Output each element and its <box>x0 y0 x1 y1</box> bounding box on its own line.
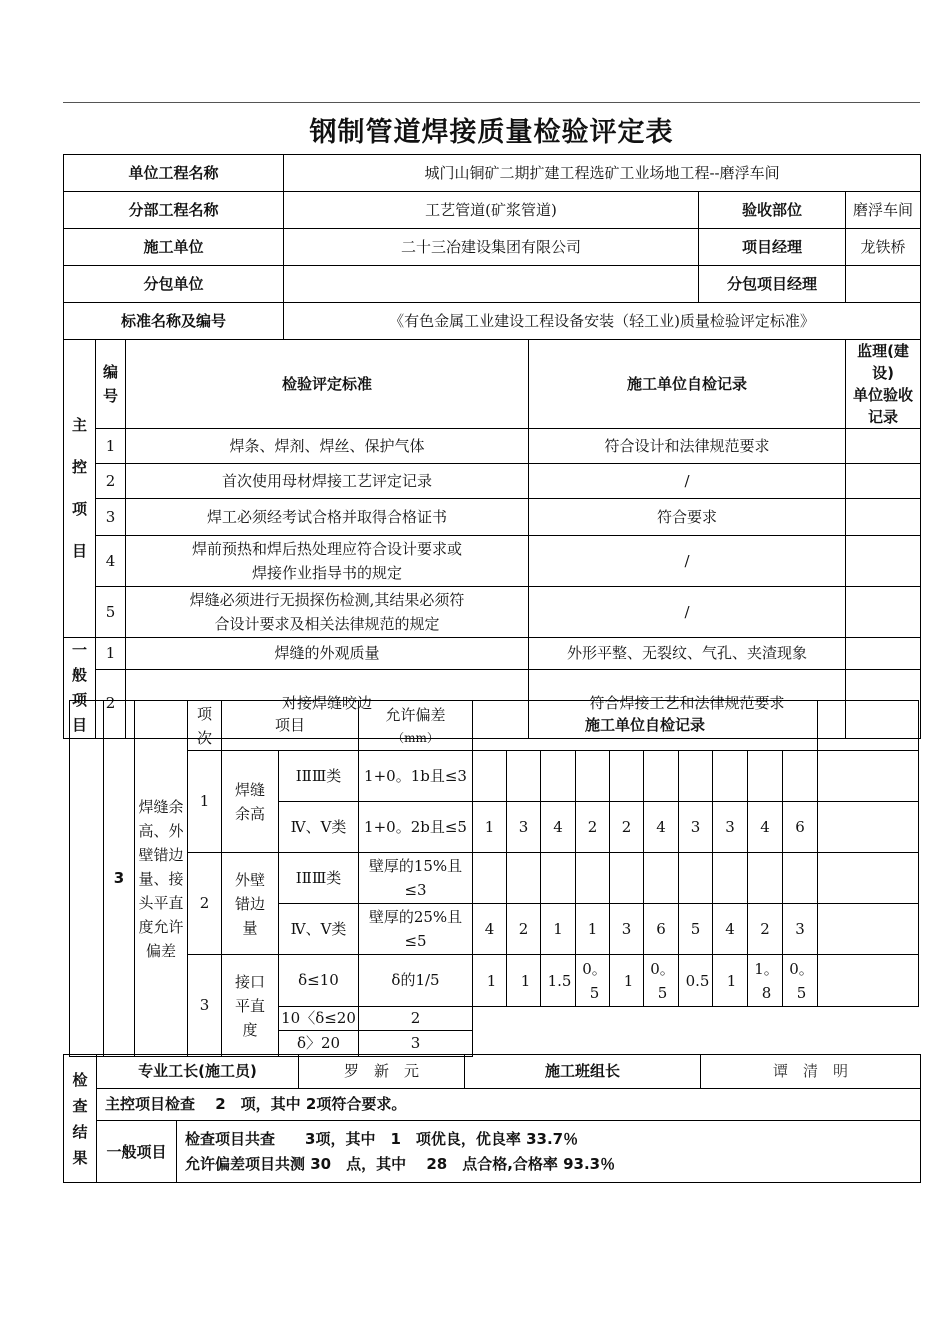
record-cell <box>507 1031 541 1057</box>
record-cell: 3 <box>783 904 818 955</box>
deviation-group-label: 焊缝余高、外壁错边量、接头平直度允许偏差 <box>135 701 188 1057</box>
group-no: 3 <box>188 955 222 1057</box>
main-form-table <box>63 154 921 739</box>
record-extra <box>818 955 919 1007</box>
page-title: 钢制管道焊接质量检验评定表 <box>309 117 674 148</box>
record-cell: 3 <box>507 802 541 853</box>
group-name: 焊缝余高 <box>222 751 279 853</box>
record-cell <box>507 751 541 802</box>
col-item-no-header: 项次 <box>188 701 222 751</box>
col-record-header: 施工单位自检记录 <box>473 701 818 751</box>
row-allow: δ的1/5 <box>359 955 473 1007</box>
row-class: ⅠⅡⅢ类 <box>279 853 359 904</box>
general-check-line: 检查项目共查 3项，其中 1 项优良，优良率 33.7％ <box>185 1129 579 1148</box>
record-cell <box>576 853 610 904</box>
foreman-value: 罗 新 元 <box>299 1055 465 1089</box>
record-cell <box>644 1031 679 1057</box>
row-class: Ⅳ、Ⅴ类 <box>279 802 359 853</box>
record-cell: 2 <box>507 904 541 955</box>
record-cell: 1。8 <box>748 955 783 1007</box>
record-cell <box>748 853 783 904</box>
record-cell <box>473 751 507 802</box>
record-cell: 4 <box>644 802 679 853</box>
row-allow: 3 <box>359 1031 473 1057</box>
record-cell <box>473 1031 507 1057</box>
record-cell: 2 <box>748 904 783 955</box>
record-cell: 1 <box>576 904 610 955</box>
main-control-section-label: 主 控 项 目 <box>64 340 96 638</box>
main-item-standard: 焊条、焊剂、焊丝、保护气体 <box>126 429 529 464</box>
general-item-standard: 焊缝的外观质量 <box>126 638 529 670</box>
record-cell <box>610 1031 644 1057</box>
general-item-no: 2 <box>96 669 126 738</box>
general-result-label: 一般项目 <box>97 1121 177 1183</box>
col-allow-header: 允许偏差 （mm） <box>359 701 473 751</box>
record-cell <box>644 751 679 802</box>
record-cell <box>748 1031 783 1057</box>
row-class: δ〉20 <box>279 1031 359 1057</box>
record-cell <box>541 751 576 802</box>
col-record-extra <box>818 701 919 751</box>
general-result-summary <box>177 1121 921 1183</box>
unit-project-value: 城门山铜矿二期扩建工程选矿工业场地工程--磨浮车间 <box>284 155 921 192</box>
general-item-record: 符合焊接工艺和法律规范要求 <box>529 669 846 738</box>
general-section-label: 一 般 项 目 <box>64 638 96 739</box>
group-name: 外壁错边量 <box>222 853 279 955</box>
record-cell <box>541 1007 576 1031</box>
record-cell <box>541 1031 576 1057</box>
main-item-no: 4 <box>96 536 126 587</box>
main-item-supervision <box>846 587 921 638</box>
main-item-record: 符合要求 <box>529 499 846 536</box>
unit-project-label: 单位工程名称 <box>64 155 284 192</box>
general-item-supervision <box>846 638 921 670</box>
acceptance-part-label: 验收部位 <box>699 192 846 229</box>
record-cell: 1.5 <box>541 955 576 1007</box>
deviation-check-line: 允许偏差项目共测 30 点，其中 28 点合格,合格率 93.3％ <box>185 1154 616 1173</box>
record-cell <box>679 1007 713 1031</box>
record-cell: 1 <box>473 802 507 853</box>
deviation-item-no: 3 <box>104 701 135 1057</box>
record-cell: 6 <box>783 802 818 853</box>
project-manager-label: 项目经理 <box>699 229 846 266</box>
main-item-supervision <box>846 429 921 464</box>
record-cell <box>783 1031 818 1057</box>
record-cell: 1 <box>713 955 748 1007</box>
record-cell <box>507 853 541 904</box>
main-item-record: 符合设计和法律规范要求 <box>529 429 846 464</box>
general-item-standard: 对接焊缝咬边 <box>126 669 529 738</box>
row-allow: 壁厚的25%且≤5 <box>359 904 473 955</box>
sub-project-value: 工艺管道(矿浆管道) <box>284 192 699 229</box>
record-cell <box>783 751 818 802</box>
row-allow: 1+0。2b且≤5 <box>359 802 473 853</box>
record-extra <box>818 802 919 853</box>
subcontract-manager-value <box>846 266 921 303</box>
main-item-record: / <box>529 464 846 499</box>
general-item-record: 外形平整、无裂纹、气孔、夹渣现象 <box>529 638 846 670</box>
construction-unit-value: 二十三冶建设集团有限公司 <box>284 229 699 266</box>
record-cell <box>713 853 748 904</box>
record-cell: 1 <box>507 955 541 1007</box>
record-cell <box>507 1007 541 1031</box>
record-cell: 1 <box>541 904 576 955</box>
record-cell <box>713 1007 748 1031</box>
record-cell <box>541 853 576 904</box>
row-class: 10〈δ≤20 <box>279 1007 359 1031</box>
record-cell <box>713 1031 748 1057</box>
record-cell <box>576 1031 610 1057</box>
record-cell: 4 <box>541 802 576 853</box>
standard-value: 《有色金属工业建设工程设备安装（轻工业)质量检验评定标准》 <box>284 303 921 340</box>
record-cell <box>576 751 610 802</box>
record-cell <box>748 751 783 802</box>
record-cell: 3 <box>610 904 644 955</box>
result-section-label: 检 查 结 果 <box>64 1055 97 1183</box>
record-cell <box>473 1007 507 1031</box>
record-cell: 0。5 <box>576 955 610 1007</box>
record-cell <box>679 1031 713 1057</box>
construction-unit-label: 施工单位 <box>64 229 284 266</box>
record-cell <box>713 751 748 802</box>
top-rule <box>63 102 920 103</box>
main-item-supervision <box>846 464 921 499</box>
col-self-check-header: 施工单位自检记录 <box>529 340 846 429</box>
subcontract-unit-value <box>284 266 699 303</box>
foreman-label: 专业工长(施工员) <box>97 1055 299 1089</box>
record-cell: 5 <box>679 904 713 955</box>
team-leader-value: 谭 清 明 <box>701 1055 921 1089</box>
col-standard-header: 检验评定标准 <box>126 340 529 429</box>
standard-label: 标准名称及编号 <box>64 303 284 340</box>
record-cell <box>473 853 507 904</box>
record-cell <box>610 1007 644 1031</box>
row-allow: 壁厚的15%且≤3 <box>359 853 473 904</box>
record-cell: 1 <box>473 955 507 1007</box>
record-cell <box>576 1007 610 1031</box>
row-allow: 1+0。1b且≤3 <box>359 751 473 802</box>
record-cell: 0。5 <box>783 955 818 1007</box>
subcontract-manager-label: 分包项目经理 <box>699 266 846 303</box>
main-item-standard: 焊前预热和焊后热处理应符合设计要求或 焊接作业指导书的规定 <box>126 536 529 587</box>
record-cell: 3 <box>679 802 713 853</box>
col-item-header: 项目 <box>222 701 359 751</box>
team-leader-label: 施工班组长 <box>465 1055 701 1089</box>
deviation-table <box>69 700 919 1057</box>
row-class: Ⅳ、Ⅴ类 <box>279 904 359 955</box>
record-cell <box>783 853 818 904</box>
project-manager-value: 龙铁桥 <box>846 229 921 266</box>
record-cell <box>610 853 644 904</box>
record-cell <box>783 1007 818 1031</box>
group-name: 接口平直度 <box>222 955 279 1057</box>
row-allow: 2 <box>359 1007 473 1031</box>
record-extra <box>818 904 919 955</box>
sub-project-label: 分部工程名称 <box>64 192 284 229</box>
record-cell: 2 <box>610 802 644 853</box>
main-item-no: 1 <box>96 429 126 464</box>
record-extra <box>818 1031 919 1057</box>
record-extra <box>818 853 919 904</box>
col-number-header: 编号 <box>96 340 126 429</box>
subcontract-unit-label: 分包单位 <box>64 266 284 303</box>
record-cell: 4 <box>713 904 748 955</box>
main-item-record: / <box>529 587 846 638</box>
record-cell: 3 <box>713 802 748 853</box>
record-cell <box>644 853 679 904</box>
main-item-standard: 首次使用母材焊接工艺评定记录 <box>126 464 529 499</box>
result-table <box>63 1054 921 1183</box>
row-class: ⅠⅡⅢ类 <box>279 751 359 802</box>
record-cell <box>679 751 713 802</box>
record-extra <box>818 1007 919 1031</box>
group-no: 2 <box>188 853 222 955</box>
group-no: 1 <box>188 751 222 853</box>
record-cell <box>610 751 644 802</box>
main-item-record: / <box>529 536 846 587</box>
record-cell: 2 <box>576 802 610 853</box>
main-item-standard: 焊工必须经考试合格并取得合格证书 <box>126 499 529 536</box>
record-cell <box>748 1007 783 1031</box>
record-cell: 0。5 <box>644 955 679 1007</box>
record-extra <box>818 751 919 802</box>
main-item-supervision <box>846 499 921 536</box>
acceptance-part-value: 磨浮车间 <box>846 192 921 229</box>
main-item-no: 2 <box>96 464 126 499</box>
main-check-summary: 主控项目检查 2 项，其中 2项符合要求。 <box>97 1089 921 1121</box>
record-cell <box>679 853 713 904</box>
record-cell: 1 <box>610 955 644 1007</box>
record-cell: 4 <box>748 802 783 853</box>
general-item-no: 1 <box>96 638 126 670</box>
record-cell: 0.5 <box>679 955 713 1007</box>
deviation-blank-margin <box>70 701 104 1057</box>
row-class: δ≤10 <box>279 955 359 1007</box>
main-item-supervision <box>846 536 921 587</box>
record-cell: 6 <box>644 904 679 955</box>
main-item-no: 5 <box>96 587 126 638</box>
main-item-standard: 焊缝必须进行无损探伤检测,其结果必须符 合设计要求及相关法律规范的规定 <box>126 587 529 638</box>
record-cell <box>644 1007 679 1031</box>
col-supervision-header: 监理(建设) 单位验收记录 <box>846 340 921 429</box>
main-item-no: 3 <box>96 499 126 536</box>
record-cell: 4 <box>473 904 507 955</box>
